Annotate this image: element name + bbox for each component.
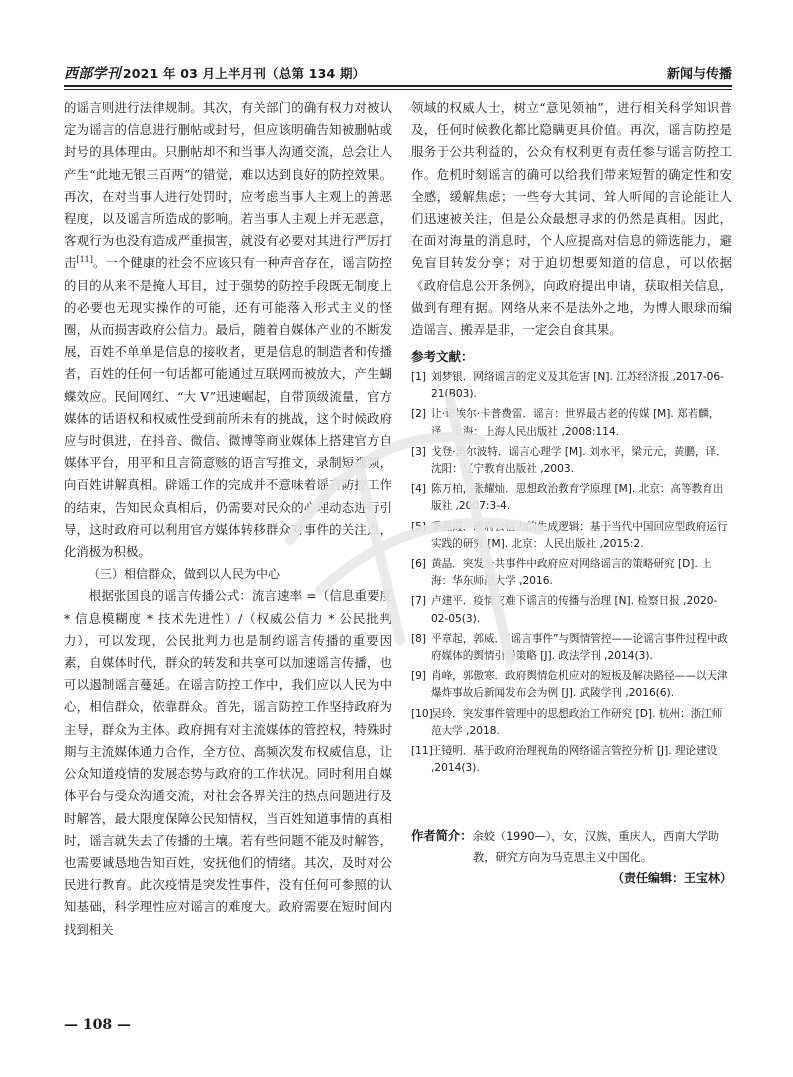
reference-number: [11]: [411, 744, 433, 757]
author-bio-text: 教，研究方向为马克思主义中国化。: [473, 851, 653, 864]
page-header: [64, 62, 732, 84]
reference-text: 黄晶．突发公共事件中政府应对网络谣言的策略研究 [D]. 上海：华东师范大学 ,2016.: [431, 557, 712, 588]
reference-number: [2]: [411, 408, 427, 421]
header-rule-thin: [64, 89, 732, 90]
reference-number: [9]: [411, 670, 427, 683]
page-number: — 108 —: [64, 1017, 131, 1033]
issue-info: 2021 年 03 月上半月刊（总第 134 期）: [122, 66, 366, 81]
reference-text: 卢建平．疫情灾难下谣言的传播与治理 [N]. 检察日报 ,2020-02-05(3).: [431, 595, 718, 625]
reference-item: [411, 556, 732, 591]
reference-text: 王镜明．基于政府治理视角的网络谣言管控分析 [J]. 理论建设 ,2014(3).: [431, 744, 718, 775]
author-bio: [411, 826, 732, 868]
journal-issue-line: [64, 63, 365, 83]
author-bio-label: 作者简介：: [411, 829, 473, 843]
reference-text: 让·诺埃尔·卡普费雷．谣言：世界最古老的传媒 [M]. 郑若麟，译．上海：上海人民出版社 ,2008:114.: [431, 408, 720, 438]
reference-number: [6]: [411, 557, 427, 570]
citation-marker: [11]: [76, 255, 93, 265]
reference-item: [411, 481, 732, 516]
author-bio-text: 余姣（1990—），女，汉族，重庆人，西南大学助: [472, 830, 720, 843]
reference-number: [7]: [411, 595, 427, 608]
reference-item: [411, 369, 732, 404]
reference-number: [5]: [411, 520, 427, 533]
body-paragraph: [64, 97, 392, 563]
reference-text: 吴玲．突发事件管理中的思想政治工作研究 [D]. 杭州：浙江师范大学 ,2018.: [431, 707, 723, 737]
reference-item: [411, 631, 732, 666]
references-list: [411, 369, 732, 780]
reference-number: [4]: [411, 483, 427, 496]
reference-text: 刘梦银．网络谣言的定义及其危害 [N]. 江苏经济报 ,2017-06-21(B03).: [431, 371, 724, 401]
reference-item: [411, 706, 732, 741]
left-column: [64, 97, 392, 941]
reference-text: 肖峰，郭傲寒．政府舆情危机应对的短板及解决路径——以天津爆炸事故后新闻发布会为例 [J]. 武陵学刊 ,2016(6).: [431, 670, 728, 700]
reference-item: [411, 444, 732, 479]
body-paragraph: 领域的权威人士，树立“意见领袖”，进行相关科学知识普及，任何时候教化都比隐瞒更具价值。再次，谣言防控是服务于公共利益的，公众有权利更有责任参与谣言防控工作。危机时刻谣言的确可以给我们带来短暂的确定性和安全感，缓解焦虑；一些夸大其词、耸人听闻的言论能让人们迅速被关注，但是公众最想寻求的仍然是真相。因此，在面对海量的消息时，个人应提高对信息的筛选能力，避免盲目转发分享；对于迫切想要知道的信息，可以依据《政府信息公开条例》，向政府提出申请，获取相关信息，做到有理有据。网络从来不是法外之地，为博人眼球而编造谣言、搬弄是非，一定会自食其果。: [411, 100, 732, 338]
reference-item: [411, 406, 732, 441]
reference-text: 陈万柏，张耀灿．思想政治教育学原理 [M]. 北京：高等教育出版社 ,2007:3-4.: [431, 483, 724, 513]
reference-item: [411, 519, 732, 554]
responsible-editor: （责任编辑：王宝林）: [611, 871, 732, 885]
paragraph-text: 的谣言则进行法律规制。其次，有关部门的确有权力对被认定为谣言的信息进行删帖或封号，但应该明确告知被删帖或封号的具体理由。只删帖却不和当事人沟通交流，总会让人产生“此地无银三百两”的错觉，难以达到良好的防控效果。再次，在对当事人进行处罚时，应考虑当事人主观上的善恶程度，以及谣言所造成的影响。若当事人主观上并无恶意，客观行为也没有造成严重损害，就没有必要对其进行严厉打击: [64, 100, 392, 271]
section-subheading: （三）相信群众，做到以人民为中心: [88, 567, 281, 582]
section-title: 新闻与传播: [666, 67, 732, 82]
references-heading: 参考文献：: [411, 349, 474, 364]
journal-logo: 西部学刊: [64, 66, 121, 82]
paragraph-text: 。一个健康的社会不应该只有一种声音存在，谣言防控的目的从来不是掩人耳目，过于强势的防控手段既无制度上的必要也无现实操作的可能，还有可能落入形式主义的怪圈，从而损害政府公信力。最后，随着自媒体产业的不断发展，百姓不单单是信息的接收者，更是信息的制造者和传播者，百姓的任何一句话都可能通过互联网而被放大，产生蝴蝶效应。民间网红、“大 V”迅速崛起，自带顶级流量，官方媒体的话语权和权威性受到前所未有的挑战，这个时候政府应与时俱进，在抖音、微信、微博等商业媒体上搭建官方自媒体平台，用平和且言简意赅的语言写推文，录制短视频，向百姓讲解真相。辟谣工作的完成并不意味着谣言防控工作的结束，告知民众真相后，仍需要对民众的心理动态进行引导，这时政府可以利用官方媒体转移群众对事件的关注点，化消极为积极。: [64, 255, 393, 560]
reference-text: 戈登·奥尔波特．谣言心理学 [M]. 刘水平，梁元元，黄鹏，译．沈阳：辽宁教育出版社 ,2003.: [431, 445, 727, 476]
reference-number: [3]: [411, 445, 427, 458]
author-bio-line: [411, 826, 732, 847]
header-rule-thick: [64, 85, 732, 87]
reference-number: [10]: [411, 707, 433, 720]
reference-item: [411, 593, 732, 628]
reference-number: [8]: [411, 632, 427, 645]
reference-item: [411, 743, 732, 778]
reference-text: 平章起，郭威．“谣言事件”与舆情管控——论谣言事件过程中政府媒体的舆情引导策略 [J]. 政法学刊 ,2014(3).: [431, 632, 729, 663]
reference-text: 季燕霞．政府公信力的生成逻辑：基于当代中国回应型政府运行实践的研究 [M]. 北京：人民出版社 ,2015:2.: [431, 520, 728, 550]
right-column: [411, 97, 732, 341]
body-paragraph: 根据张国良的谣言传播公式：流言速率 =（信息重要度 * 信息模糊度 * 技术先进性）/（权威公信力 * 公民批判力），可以发现，公民批判力也是制约谣言传播的重要因素，自媒体时代，群众的转发和共享可以加速谣言传播，也可以遏制谣言蔓延。在谣言防控工作中，我们应以人民为中心，相信群众，依靠群众。首先，谣言防控工作坚持政府为主导，群众为主体。政府拥有对主流媒体的管控权，特殊时期与主流媒体通力合作，全方位、高频次发布权威信息，让公众知道疫情的发展态势与政府的工作状况。同时利用自媒体平台与受众沟通交流，对社会各界关注的热点问题进行及时解答，最大限度保障公民知情权，当百姓知道事情的真相时，谣言就失去了传播的土壤。若有些问题不能及时解答，也需要诚恳地告知百姓，安抚他们的情绪。其次，及时对公民进行教育。此次疫情是突发性事件，没有任何可参照的认知基础，科学理性应对谣言的难度大。政府需要在短时间内找到相关: [64, 588, 392, 937]
reference-number: [1]: [411, 371, 427, 383]
reference-item: [411, 668, 732, 703]
